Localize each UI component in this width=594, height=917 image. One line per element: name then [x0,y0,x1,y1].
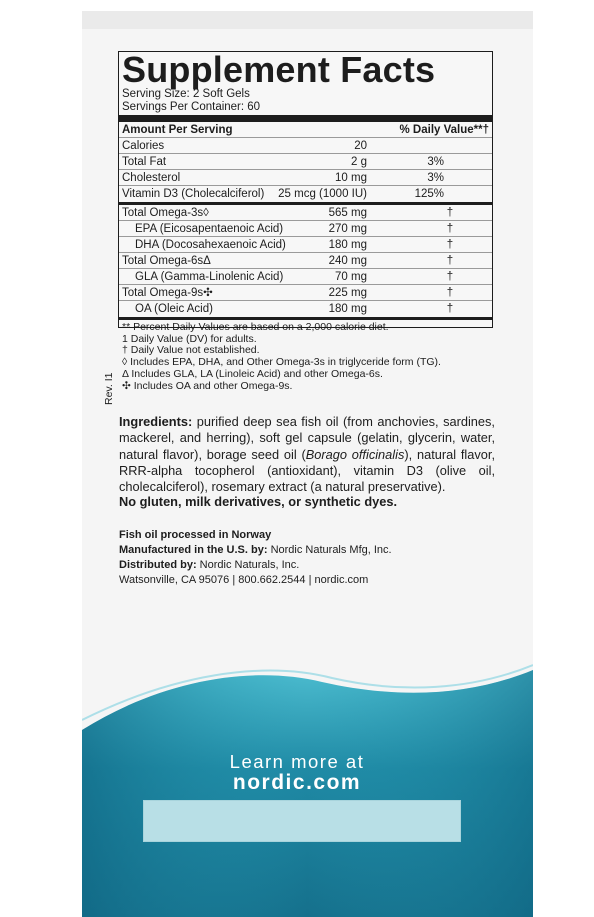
distributed-line [119,558,392,573]
row-name: GLA (Gamma-Linolenic Acid) [135,271,284,283]
manufactured-line [119,543,392,558]
table-row [119,285,492,301]
row-dv: † [446,271,454,283]
row-amount: 270 mg [328,223,367,235]
manufacturer-info [119,528,392,588]
row-name: EPA (Eicosapentaenoic Acid) [135,223,284,235]
row-dv: † [446,255,454,267]
footnote: Δ Includes GLA, LA (Linoleic Acid) and other Omega-6s. [122,367,383,380]
serving-size: Serving Size: 2 Soft Gels [122,88,250,100]
allergen-statement: No gluten, milk derivatives, or synthetic dyes. [119,494,398,509]
ingredients-text-a: purified deep sea fish oil (from anchovies, sardines, mackerel, and herring), soft gel capsule (gelatin, glycerin, water, natural flavor), borage seed oil ( [119,414,495,462]
table-row [119,301,492,317]
ingredients-text-b: ), natural flavor, RRR-alpha tocopherol (antioxidant), vitamin D3 (olive oil, cholecalciferol), rosemary extract (a natural preservative). [119,446,496,495]
row-amount: 180 mg [328,303,367,315]
ingredients-paragraph [119,414,495,495]
row-dv: 3% [427,156,444,168]
row-dv: † [446,287,454,299]
lot-label-box [143,800,461,842]
promo-url: nordic.com [232,771,362,794]
manufactured-value: Nordic Naturals Mfg, Inc. [267,544,392,556]
address-line: Watsonville, CA 95076 | 800.662.2544 | nordic.com [119,574,369,586]
facts-title: Supplement Facts [122,49,436,90]
row-name: Total Omega-3s◊ [122,207,209,219]
table-row [119,253,492,269]
row-dv: 3% [427,172,444,184]
row-name: Total Omega-6sΔ [122,255,211,267]
row-name: DHA (Docosahexaenoic Acid) [135,239,286,251]
row-name: Total Omega-9s✣ [122,287,213,299]
table-row [119,170,492,186]
header-daily-value: % Daily Value**† [399,124,489,136]
table-row [119,205,492,221]
row-amount: 10 mg [335,172,367,184]
manufactured-label: Manufactured in the U.S. by: [119,544,268,556]
row-dv: † [446,303,454,315]
footnote: 1 Daily Value (DV) for adults. [122,332,257,345]
row-name: Calories [122,140,165,152]
ingredients-label: Ingredients: [119,414,193,429]
table-row [119,186,492,202]
ingredients-text-italic: Borago officinalis [305,446,405,462]
distributed-label: Distributed by: [119,559,197,571]
revision-code: Rev. I1 [103,372,115,405]
footnote: ✣ Includes OA and other Omega-9s. [122,379,293,392]
divider-thick [119,115,492,122]
table-row [119,237,492,253]
header-amount: Amount Per Serving [122,124,233,136]
row-amount: 240 mg [328,255,367,267]
row-name: OA (Oleic Acid) [135,303,213,315]
processed-line: Fish oil processed in Norway [119,529,272,541]
servings-per-container: Servings Per Container: 60 [122,100,261,113]
footnote: ◊ Includes EPA, DHA, and Other Omega-3s in triglyceride form (TG). [122,356,441,369]
table-row [119,138,492,154]
table-row [119,269,492,285]
row-amount: 225 mg [328,287,367,299]
footnotes [119,320,492,392]
footnote: ** Percent Daily Values are based on a 2,000 calorie diet. [122,321,389,333]
row-amount: 2 g [351,156,367,168]
row-name: Vitamin D3 (Cholecalciferol) [122,188,265,200]
row-name: Total Fat [122,156,167,168]
table-row [119,221,492,237]
row-dv: † [446,223,454,235]
row-dv: † [446,239,454,251]
supplement-facts-panel [118,49,493,392]
row-amount: 25 mcg (1000 IU) [278,188,367,200]
row-dv: † [446,207,454,219]
promo-text [0,751,594,793]
distributed-value: Nordic Naturals, Inc. [196,559,300,571]
table-row [119,154,492,170]
row-amount: 70 mg [335,271,367,283]
box-top-edge [82,11,533,29]
row-amount: 565 mg [328,207,367,219]
footnote: † Daily Value not established. [122,344,260,357]
promo-line1: Learn more at [229,751,365,772]
row-amount: 180 mg [328,239,367,251]
row-name: Cholesterol [122,172,181,184]
facts-header-row [119,122,492,138]
row-dv: 125% [414,188,444,200]
row-amount: 20 [354,140,367,152]
